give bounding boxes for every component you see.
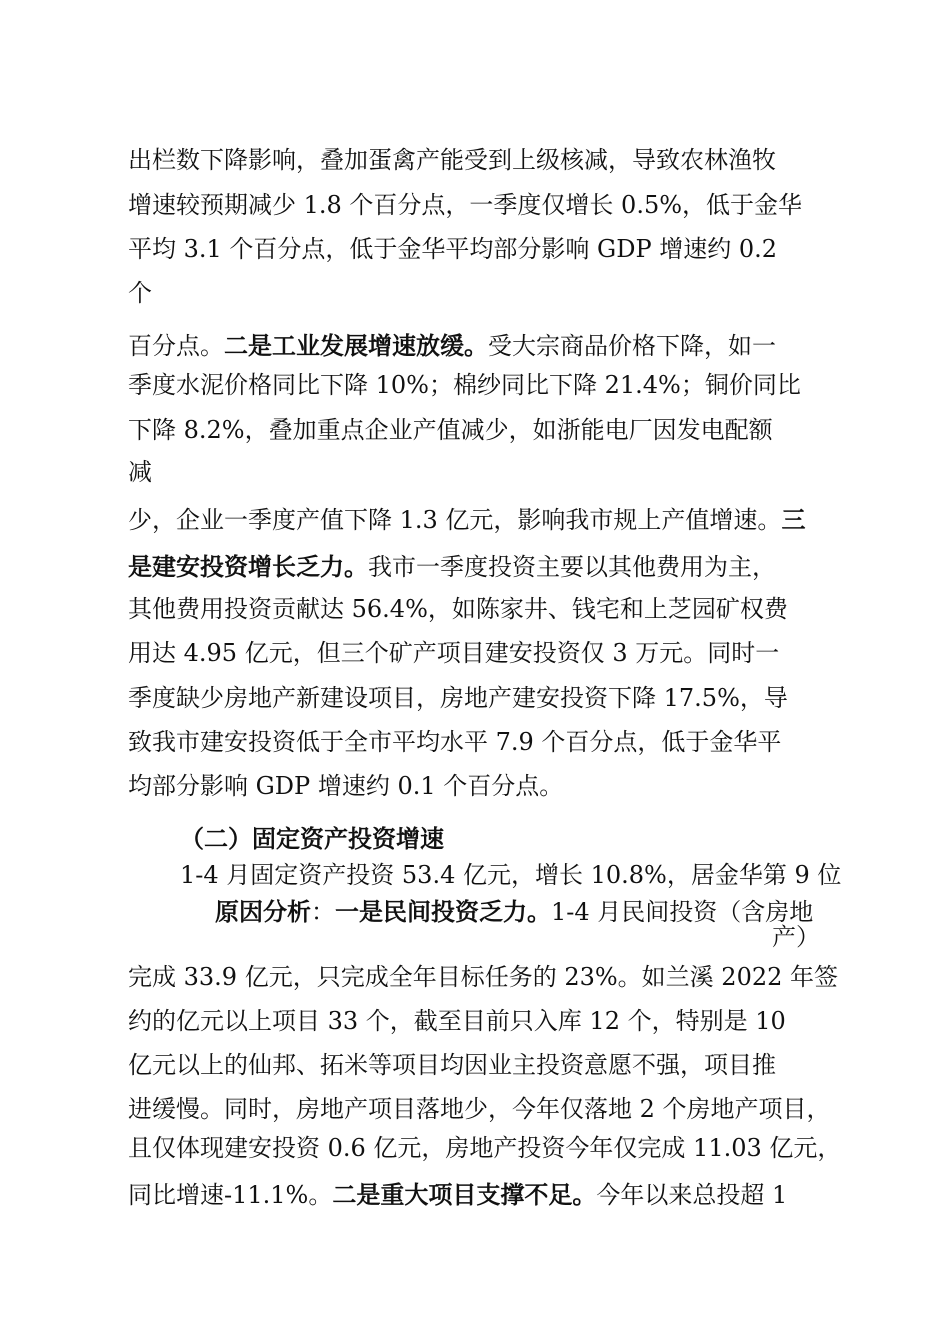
text-line: 下降 8.2%，叠加重点企业产值减少，如浙能电厂因发电配额 xyxy=(128,416,773,444)
text-line: 减 xyxy=(128,458,152,486)
bold-phrase: 二是工业发展增速放缓。 xyxy=(224,332,488,360)
text-line: 是建安投资增长乏力。我市一季度投资主要以其他费用为主， xyxy=(128,553,776,581)
text-line: 百分点。二是工业发展增速放缓。受大宗商品价格下降，如一 xyxy=(128,332,776,360)
text-line: 且仅体现建安投资 0.6 亿元，房地产投资今年仅完成 11.03 亿元， xyxy=(128,1134,842,1162)
text-line: 其他费用投资贡献达 56.4%，如陈家井、钱宅和上芝园矿权费 xyxy=(128,595,788,623)
text-line: 出栏数下降影响，叠加蛋禽产能受到上级核减，导致农林渔牧 xyxy=(128,146,776,174)
text-line: 增速较预期减少 1.8 个百分点，一季度仅增长 0.5%，低于金华 xyxy=(128,191,803,219)
text-line: 约的亿元以上项目 33 个，截至目前只入库 12 个，特别是 10 xyxy=(128,1007,786,1035)
text-line: 季度水泥价格同比下降 10%；棉纱同比下降 21.4%；铜价同比 xyxy=(128,371,801,399)
text-line: 原因分析：一是民间投资乏力。1-4 月民间投资（含房地 xyxy=(215,898,814,926)
text-line: 平均 3.1 个百分点，低于金华平均部分影响 GDP 增速约 0.2 xyxy=(128,235,778,263)
text-line: 少，企业一季度产值下降 1.3 亿元，影响我市规上产值增速。三 xyxy=(128,506,806,534)
text-line: 季度缺少房地产新建设项目，房地产建安投资下降 17.5%，导 xyxy=(128,684,788,712)
text-line: 进缓慢。同时，房地产项目落地少，今年仅落地 2 个房地产项目， xyxy=(128,1095,831,1123)
text-line: 均部分影响 GDP 增速约 0.1 个百分点。 xyxy=(128,772,564,800)
bold-phrase: 一是民间投资乏力。 xyxy=(335,898,551,926)
bold-phrase: 是建安投资增长乏力。 xyxy=(128,553,368,581)
bold-phrase: 三 xyxy=(781,506,806,534)
text-line: 1-4 月固定资产投资 53.4 亿元，增长 10.8%，居金华第 9 位 xyxy=(180,861,842,889)
text-line: 致我市建安投资低于全市平均水平 7.9 个百分点，低于金华平 xyxy=(128,728,782,756)
bold-phrase: 原因分析 xyxy=(215,898,311,926)
text-line: 同比增速-11.1%。二是重大项目支撑不足。今年以来总投超 1 xyxy=(128,1181,788,1209)
text-line: 亿元以上的仙邦、拓米等项目均因业主投资意愿不强，项目推 xyxy=(128,1051,776,1079)
text-line: 个 xyxy=(128,279,152,307)
text-line: 用达 4.95 亿元，但三个矿产项目建安投资仅 3 万元。同时一 xyxy=(128,639,780,667)
bold-phrase: 二是重大项目支撑不足。 xyxy=(332,1181,597,1209)
section-heading: （二）固定资产投资增速 xyxy=(180,825,444,853)
text-line: 产） xyxy=(772,923,820,951)
text-line: 完成 33.9 亿元，只完成全年目标任务的 23%。如兰溪 2022 年签 xyxy=(128,963,839,991)
